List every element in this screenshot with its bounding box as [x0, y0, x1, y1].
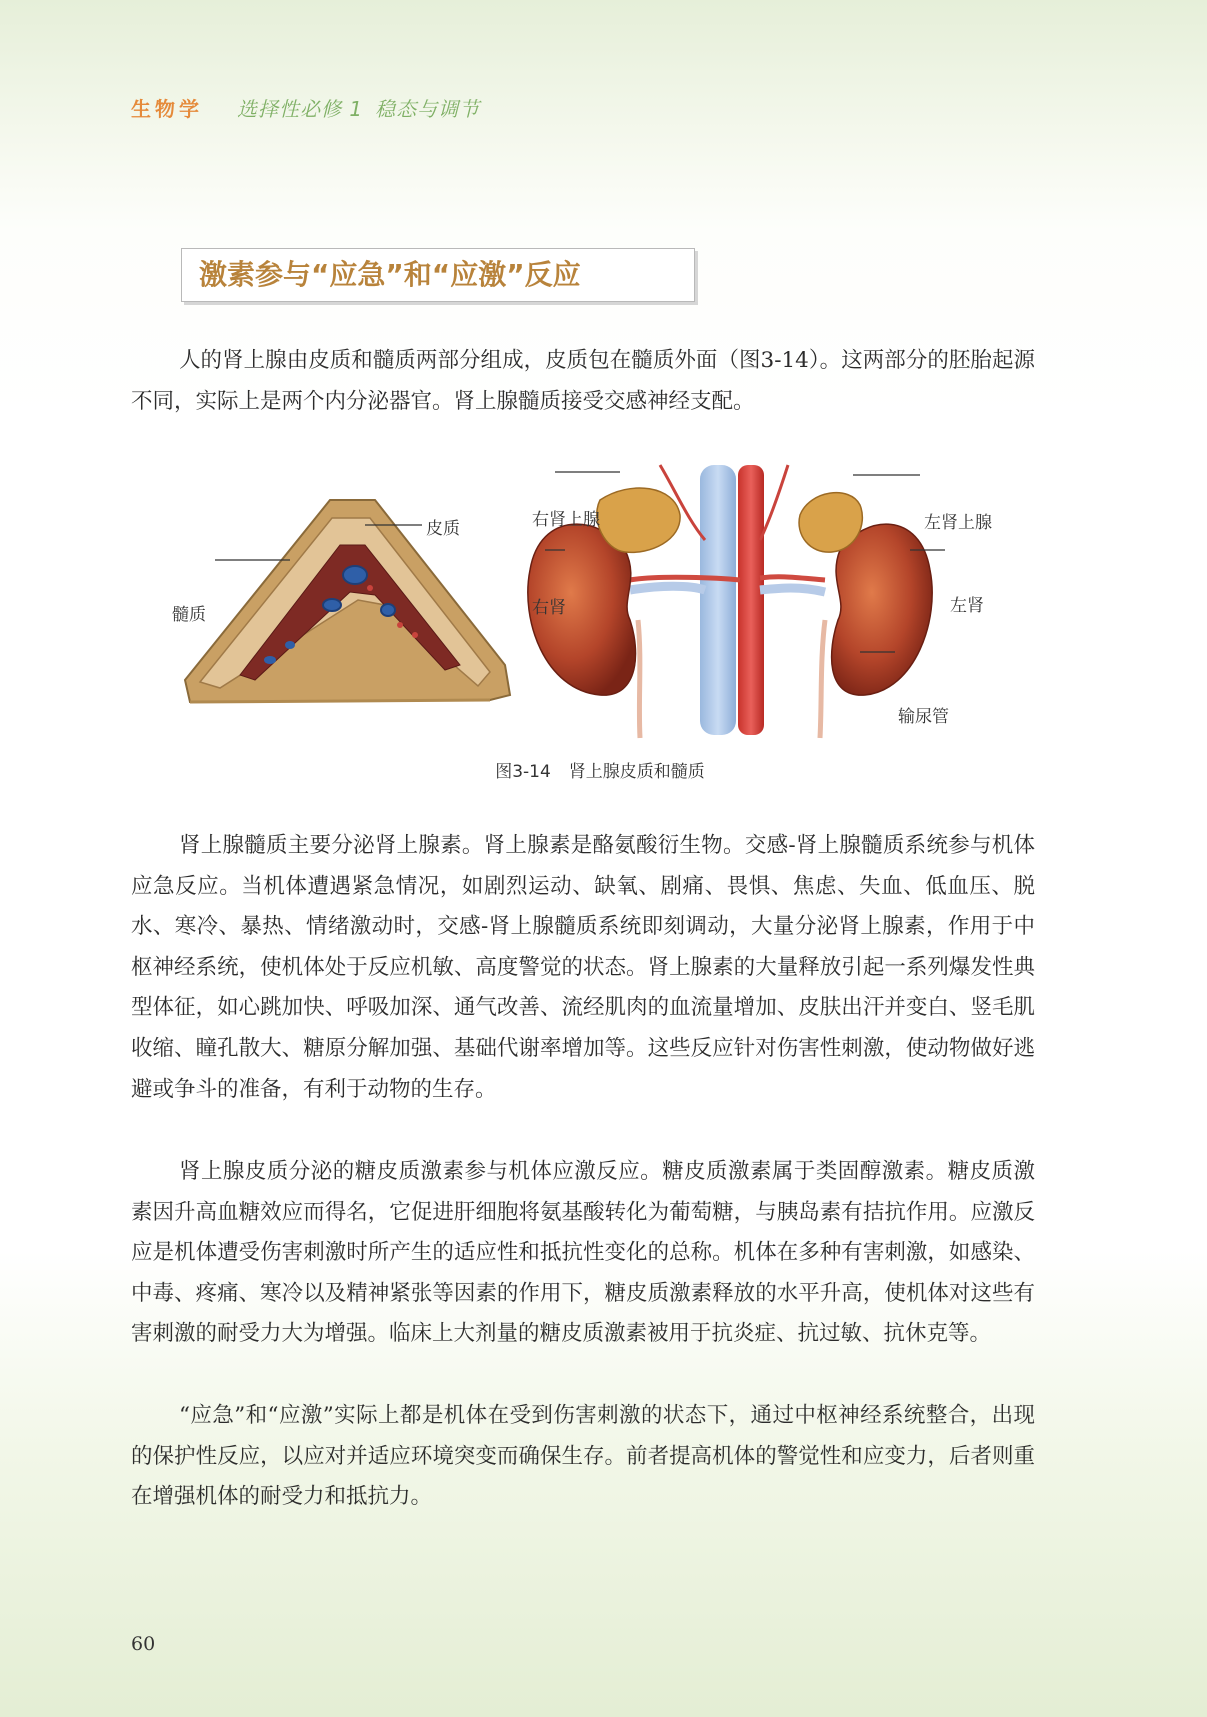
figure-caption-text: 肾上腺皮质和髓质 — [568, 762, 705, 782]
header-chapter: 稳态与调节 — [375, 97, 481, 121]
adrenal-cross-section — [185, 500, 510, 702]
paragraph-intro: 人的肾上腺由皮质和髓质两部分组成，皮质包在髓质外面（图3-14）。这两部分的胚胎起源不同，实际上是两个内分泌器官。肾上腺髓质接受交感神经支配。 — [131, 348, 1035, 414]
paragraph-medulla: 肾上腺髓质主要分泌肾上腺素。肾上腺素是酪氨酸衍生物。交感-肾上腺髓质系统参与机体应急反应。当机体遭遇紧急情况，如剧烈运动、缺氧、剧痛、畏惧、焦虑、失血、低血压、脱水、寒冷、暴热、情绪激动时，交感-肾上腺髓质系统即刻调动，大量分泌肾上腺素，作用于中枢神经系统，使机体处于反应机敏、高度警觉的状态。肾上腺素的大量释放引起一系列爆发性典型体征，如心跳加快、呼吸加深、通气改善、流经肌肉的血流量增加、皮肤出汗并变白、竖毛肌收缩、瞳孔散大、糖原分解加强、基础代谢率增加等。这些反应针对伤害性刺激，使动物做好逃避或争斗的准备，有利于动物的生存。 — [131, 833, 1035, 1102]
header-book: 选择性必修 1 — [237, 97, 364, 121]
label-right-adrenal: 右肾上腺 — [532, 510, 600, 530]
adrenal-illustration — [160, 460, 1020, 740]
label-left-adrenal: 左肾上腺 — [924, 513, 992, 533]
label-right-kidney: 右肾 — [532, 598, 566, 618]
paragraph-summary: “应急”和“应激”实际上都是机体在受到伤害刺激的状态下，通过中枢神经系统整合，出现的保护性反应，以应对并适应环境突变而确保生存。前者提高机体的警觉性和应变力，后者则重在增强机体的耐受力和抵抗力。 — [131, 1403, 1035, 1510]
section-title: 激素参与“应急”和“应激”反应 — [181, 248, 695, 302]
figure-caption — [300, 757, 900, 782]
label-left-kidney: 左肾 — [950, 596, 984, 616]
header-subject: 生物学 — [131, 97, 203, 121]
page-number: 60 — [131, 1633, 156, 1655]
paragraph-cortex: 肾上腺皮质分泌的糖皮质激素参与机体应激反应。糖皮质激素属于类固醇激素。糖皮质激素因升高血糖效应而得名，它促进肝细胞将氨基酸转化为葡萄糖，与胰岛素有拮抗作用。应激反应是机体遭受伤害刺激时所产生的适应性和抵抗性变化的总称。机体在多种有害刺激，如感染、中毒、疼痛、寒冷以及精神紧张等因素的作用下，糖皮质激素释放的水平升高，使机体对这些有害刺激的耐受力大为增强。临床上大剂量的糖皮质激素被用于抗炎症、抗过敏、抗休克等。 — [131, 1159, 1035, 1347]
label-cortex: 皮质 — [426, 519, 460, 539]
label-medulla: 髓质 — [172, 605, 206, 625]
running-head — [131, 93, 480, 122]
figure-caption-number: 图3-14 — [495, 762, 551, 782]
adrenal-figure — [160, 460, 1020, 740]
label-ureter: 输尿管 — [898, 707, 949, 727]
